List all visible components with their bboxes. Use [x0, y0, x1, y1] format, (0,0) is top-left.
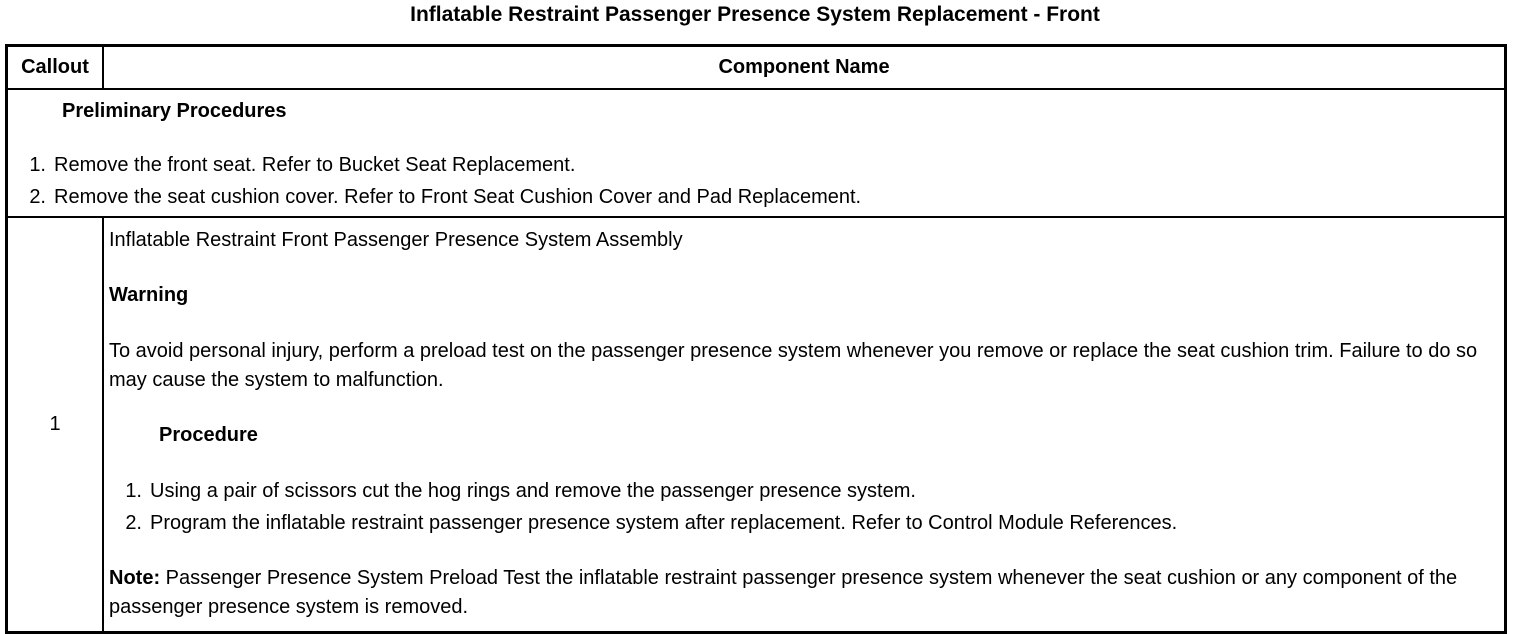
warning-text: To avoid personal injury, perform a preload test on the passenger presence system whenever you remove or replace the seat cushion trim. Failure to do so may cause the system to malfunction.: [109, 340, 1478, 391]
step-number: 1.: [125, 480, 142, 502]
step-text: Program the inflatable restraint passenger presence system after replacement. Refer to Control Module References.: [150, 512, 1178, 534]
procedure-title: Procedure: [159, 424, 258, 446]
note-text: Passenger Presence System Preload Test the inflatable restraint passenger presence system whenever the seat cushion or any component of the passenger presence system is removed.: [109, 567, 1458, 618]
procedure-step: [112, 478, 916, 504]
preliminary-step: [16, 152, 575, 178]
preliminary-step: [16, 184, 861, 210]
note-block: [109, 564, 1501, 622]
component-name-column-header: Component Name: [718, 56, 890, 78]
step-text: Remove the seat cushion cover. Refer to Front Seat Cushion Cover and Pad Replacement.: [54, 186, 862, 208]
callout-number: 1: [8, 218, 104, 631]
preliminary-procedures-title: Preliminary Procedures: [62, 100, 287, 122]
component-name: Inflatable Restraint Front Passenger Presence System Assembly: [109, 229, 683, 251]
step-number: 2.: [125, 512, 142, 534]
callout-column-header: Callout: [8, 47, 104, 88]
component-table: [5, 44, 1507, 634]
preliminary-procedures-row: [8, 90, 1504, 218]
note-label: Note:: [109, 567, 161, 589]
component-detail-cell: [104, 218, 1504, 631]
table-row: [8, 218, 1504, 631]
step-number: 1.: [29, 154, 46, 176]
step-text: Remove the front seat. Refer to Bucket Seat Replacement.: [54, 154, 576, 176]
page-title: Inflatable Restraint Passenger Presence System Replacement - Front: [410, 3, 1100, 26]
table-header-row: [8, 47, 1504, 90]
warning-title: Warning: [109, 284, 189, 306]
step-text: Using a pair of scissors cut the hog rings and remove the passenger presence system.: [150, 480, 916, 502]
procedure-step: [112, 510, 1177, 536]
step-number: 2.: [29, 186, 46, 208]
